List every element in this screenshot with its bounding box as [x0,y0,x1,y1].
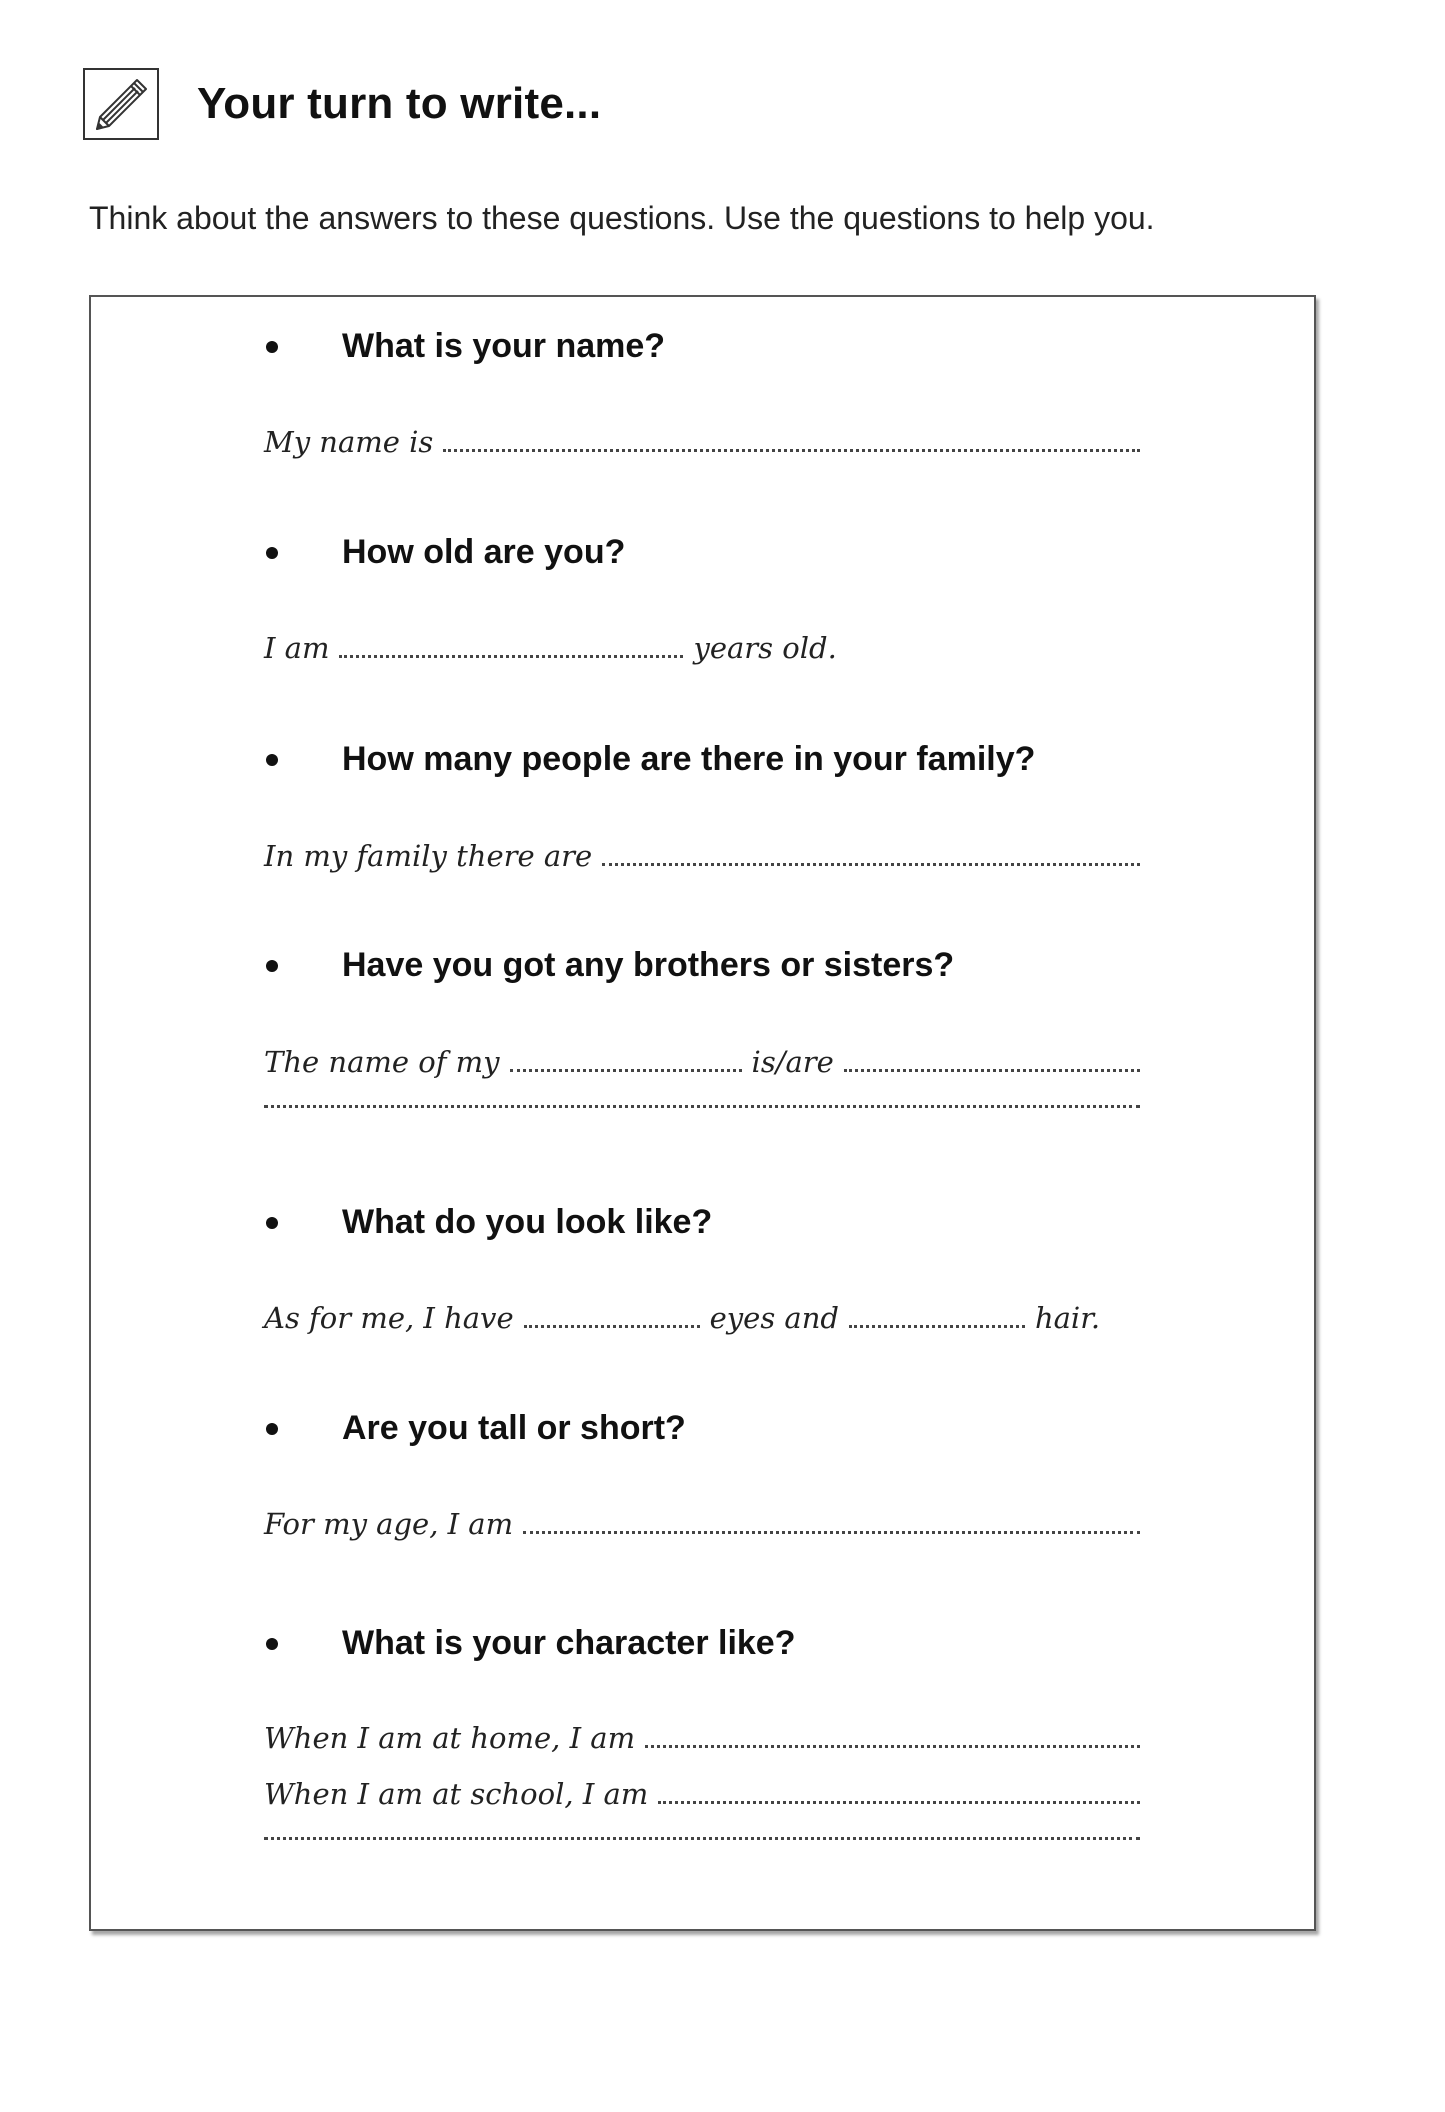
answer-blank[interactable] [658,1801,1140,1804]
question-text: How many people are there in your family? [342,740,1036,778]
answer-line[interactable] [264,425,1140,459]
answer-blank[interactable] [524,1325,700,1328]
answer-line[interactable] [264,1105,1140,1115]
answer-blank[interactable] [510,1069,742,1072]
answer-prompt: I am [264,631,330,665]
answer-blank[interactable] [849,1325,1025,1328]
bullet-icon [266,547,278,559]
answer-blank[interactable] [264,1837,1140,1840]
answer-prompt: As for me, I have [264,1301,514,1335]
answer-line[interactable] [264,1045,1140,1079]
answer-connector: is/are [751,1045,834,1079]
question-item [266,946,954,985]
answer-prompt: My name is [264,425,434,459]
question-text: What is your character like? [342,1624,796,1662]
question-item [266,740,1035,779]
answer-blank[interactable] [602,863,1140,866]
answer-line[interactable] [264,1777,1140,1811]
bullet-icon [266,1217,278,1229]
bullet-icon [266,960,278,972]
bullet-icon [266,1423,278,1435]
question-text: What is your name? [342,327,666,365]
bullet-icon [266,1638,278,1650]
section-header [83,68,601,140]
answer-blank[interactable] [443,449,1140,452]
question-item [266,533,625,572]
answer-line[interactable] [264,839,1140,873]
writing-box [89,295,1316,1931]
question-item [266,327,665,366]
answer-suffix: hair. [1034,1301,1101,1335]
question-text: Are you tall or short? [342,1409,686,1447]
pencil-icon [83,68,159,140]
answer-line[interactable] [264,1721,1140,1755]
answer-connector: eyes and [709,1301,839,1335]
answer-blank[interactable] [339,655,683,658]
answer-prompt: The name of my [264,1045,500,1079]
answer-prompt: When I am at home, I am [264,1721,636,1755]
bullet-icon [266,754,278,766]
question-item [266,1203,712,1242]
answer-prompt: When I am at school, I am [264,1777,649,1811]
instructions: Think about the answers to these questions. Use the questions to help you. [89,200,1155,236]
question-item [266,1409,686,1448]
answer-blank[interactable] [844,1069,1140,1072]
answer-prompt: For my age, I am [264,1507,514,1541]
question-text: What do you look like? [342,1203,713,1241]
question-item [266,1624,796,1663]
question-text: Have you got any brothers or sisters? [342,946,955,984]
answer-prompt: In my family there are [264,839,593,873]
page-title: Your turn to write... [197,79,602,128]
answer-line[interactable] [264,1837,1140,1847]
answer-line[interactable] [264,631,1140,665]
answer-blank[interactable] [645,1745,1140,1748]
answer-line[interactable] [264,1507,1140,1541]
answer-blank[interactable] [264,1105,1140,1108]
answer-suffix: years old. [693,631,837,665]
answer-line[interactable] [264,1301,1140,1335]
question-text: How old are you? [342,533,626,571]
bullet-icon [266,341,278,353]
answer-blank[interactable] [523,1531,1140,1534]
